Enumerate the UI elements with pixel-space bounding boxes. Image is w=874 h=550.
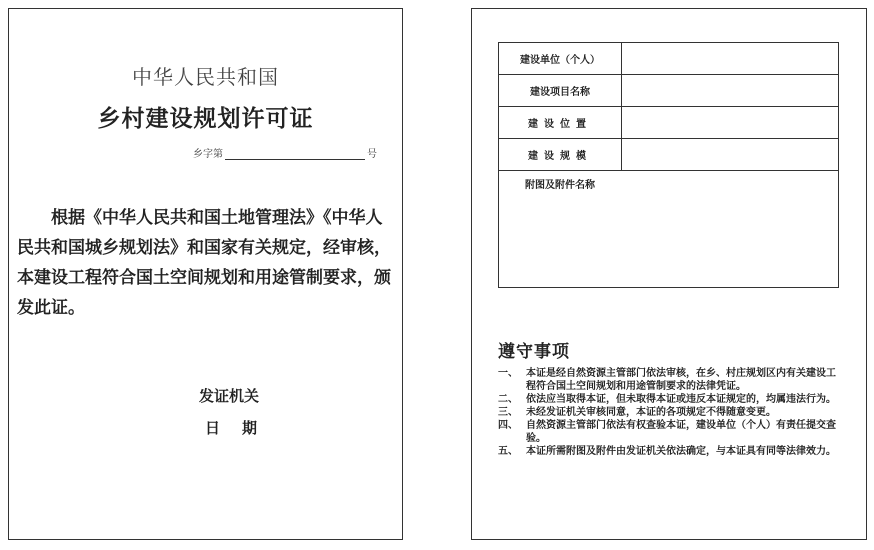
rule-text: 未经发证机关审核同意，本证的各项规定不得随意变更。	[526, 407, 776, 418]
license-title: 乡村建设规划许可证	[97, 106, 314, 132]
license-back-page	[471, 8, 867, 540]
location-label: 建设位置	[499, 107, 622, 139]
project-info-table	[498, 42, 839, 288]
rule-text: 自然资源主管部门依法有权查验本证，建设单位（个人）有责任提交查验。	[526, 420, 836, 444]
rule-number: 四、	[498, 420, 518, 431]
rule-text: 本证是经自然资源主管部门依法审核，在乡、村庄规划区内有关建设工程符合国土空间规划和用途管制要求的法律凭证。	[526, 368, 836, 392]
table-row	[499, 139, 839, 171]
country-name: 中华人民共和国	[132, 65, 279, 89]
issuing-authority-label: 发证机关	[199, 387, 260, 405]
issue-date-label: 日期	[205, 419, 280, 437]
construction-unit-label: 建设单位（个人）	[499, 43, 622, 75]
attachments-cell	[499, 171, 839, 288]
list-item	[498, 393, 840, 406]
rule-number: 二、	[498, 394, 518, 405]
rule-number: 一、	[498, 368, 518, 379]
construction-unit-value	[622, 43, 839, 75]
attachments-label: 附图及附件名称	[525, 180, 595, 191]
rules-list	[498, 367, 840, 458]
rule-number: 三、	[498, 407, 518, 418]
list-item	[498, 445, 840, 458]
project-name-label: 建设项目名称	[499, 75, 622, 107]
license-number-blank	[225, 148, 365, 160]
list-item	[498, 419, 840, 445]
rule-number: 五、	[498, 446, 518, 457]
rule-text: 依法应当取得本证，但未取得本证或违反本证规定的，均属违法行为。	[526, 394, 836, 405]
list-item	[498, 406, 840, 419]
number-suffix: 号	[367, 149, 377, 160]
rule-text: 本证所需附图及附件由发证机关依法确定，与本证具有同等法律效力。	[526, 446, 836, 457]
table-row	[499, 171, 839, 288]
license-front-page	[8, 8, 403, 540]
project-name-value	[622, 75, 839, 107]
scale-label: 建设规模	[499, 139, 622, 171]
number-prefix: 乡字第	[193, 149, 223, 160]
notice-title: 遵守事项	[498, 342, 570, 362]
scale-value	[622, 139, 839, 171]
license-number-line	[193, 145, 377, 160]
location-value	[622, 107, 839, 139]
list-item	[498, 367, 840, 393]
table-row	[499, 107, 839, 139]
table-row	[499, 43, 839, 75]
table-row	[499, 75, 839, 107]
license-statement: 根据《中华人民共和国土地管理法》《中华人民共和国城乡规划法》和国家有关规定，经审核，本建设工程符合国土空间规划和用途管制要求，颁发此证。	[17, 208, 391, 318]
